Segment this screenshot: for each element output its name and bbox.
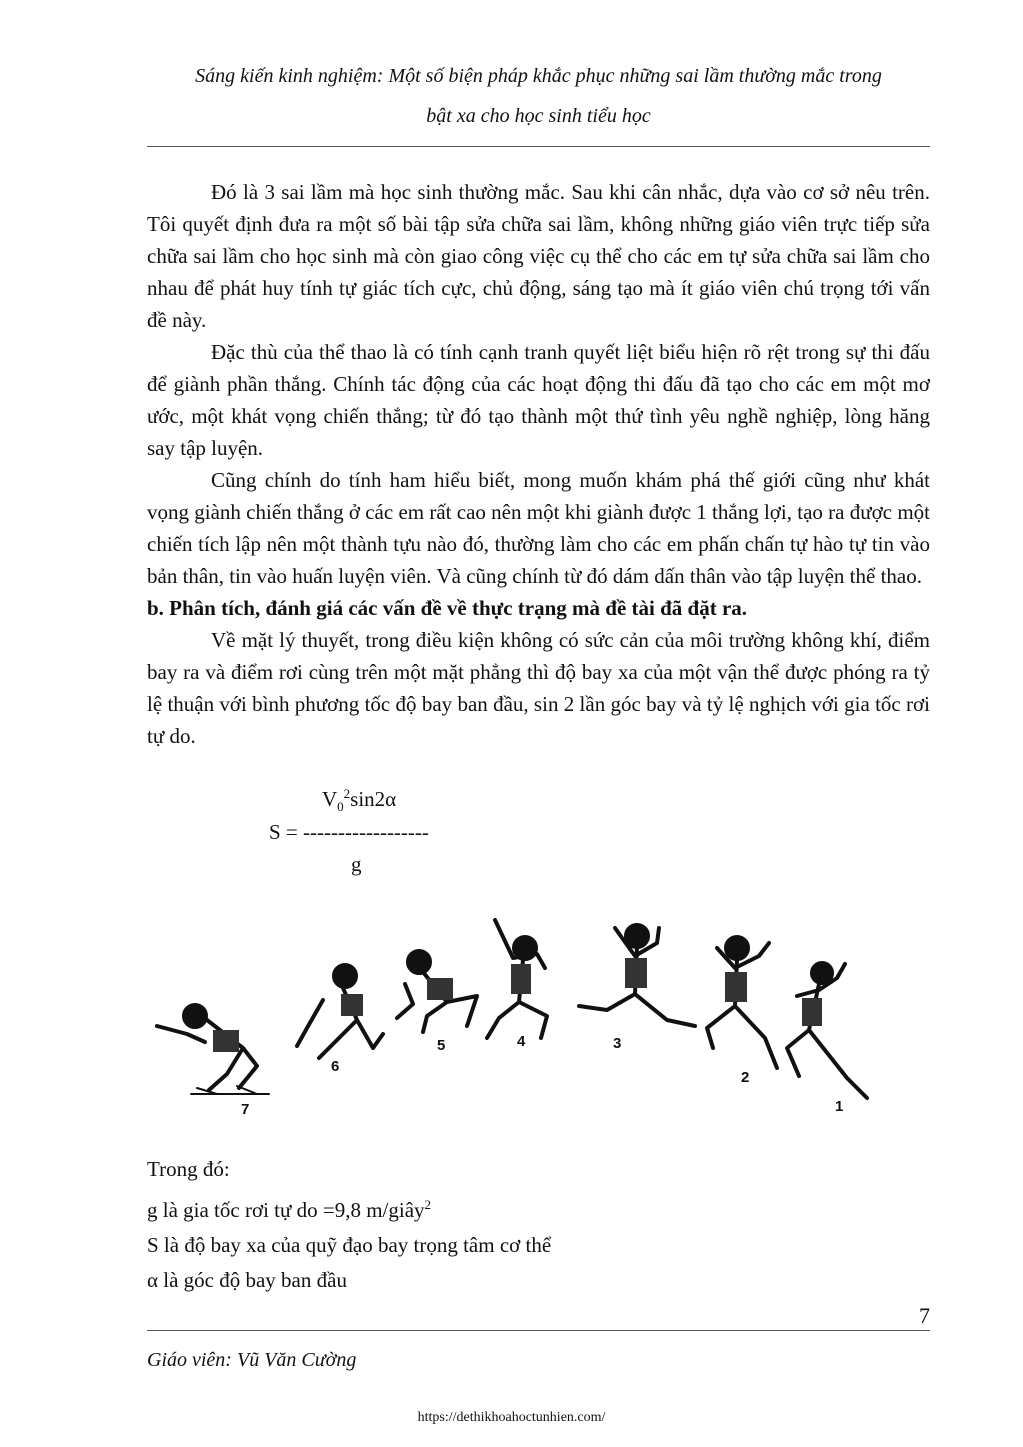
footer-author: Giáo viên: Vũ Văn Cường [147,1349,357,1371]
phase-label: 7 [241,1101,250,1118]
jumper-figure-1 [787,963,867,1098]
footer-url[interactable]: https://dethikhoahoctunhien.com/ [417,1410,606,1425]
phase-label: 5 [437,1037,446,1054]
paragraph: Đó là 3 sai lầm mà học sinh thường mắc. Sau khi cân nhắc, dựa vào cơ sở nêu trên. Tôi quyết định đưa ra một số bài tập sửa chữa sai lầm, không những giáo viên trực tiếp sửa chữa sai lầm cho học sinh mà còn giao công việc cụ thể cho các em tự sửa chữa sai lầm cho nhau để phát huy tính tự giác tích cực, chủ động, sáng tạo mà ít giáo viên chú trọng tới vấn đề này. [147,180,930,332]
header-title-line2: bật xa cho học sinh tiểu học [426,105,651,127]
legend-s: S là độ bay xa của quỹ đạo bay trọng tâm cơ thể [147,1233,552,1257]
body-text [147,176,930,752]
paragraph: Cũng chính do tính ham hiểu biết, mong muốn khám phá thế giới cũng như khát vọng giành chiến thắng ở các em rất cao nên một khi giành được 1 thắng lợi, tạo ra được một chiến tích lập nên một thành tựu nào đó, thường làm cho các em phấn chấn tự hào tự tin vào bản thân, tin vào huấn luyện viên. Và cũng chính từ đó dám dấn thân vào tập luyện thể thao. [147,468,930,588]
phase-label: 4 [517,1033,526,1050]
phase-label: 6 [331,1058,340,1075]
header-title-line1: Sáng kiến kinh nghiệm: Một số biện pháp khắc phục những sai lầm thường mắc trong [195,65,882,87]
phase-label: 1 [835,1098,844,1115]
jumper-figure-3 [579,925,695,1026]
long-jump-phases-illustration [147,898,897,1128]
paragraph: Đặc thù của thể thao là có tính cạnh tranh quyết liệt biểu hiện rõ rệt trong sự thi đấu để giành phần thắng. Chính tác động của các hoạt động thi đấu đã tạo cho các em một mơ ước, một khát vọng chiến thắng; từ đó tạo thành một thứ tình yêu nghề nghiệp, lòng hăng say tập luyện. [147,340,930,460]
page-header [147,56,930,136]
jumper-figure-7 [157,1005,269,1094]
page-number: 7 [919,1303,930,1328]
formula-legend [147,1152,930,1298]
jumper-figure-5 [397,951,477,1032]
formula-numerator: $V_0^2\sin 2\alpha$ [322,786,397,815]
formula-denominator: g [351,852,362,876]
legend-g: g là gia tốc rơi tự do =9,8 m/giây$^2$ [147,1197,432,1222]
jumper-figure-4 [487,920,547,1038]
formula-lhs: S = ------------------ [269,820,429,844]
section-heading: b. Phân tích, đánh giá các vấn đề về thực trạng mà đề tài đã đặt ra. [147,596,748,620]
legend-title: Trong đó: [147,1157,230,1181]
distance-formula [147,782,547,882]
footer-divider [147,1330,930,1331]
jumper-figure-6 [297,965,383,1058]
header-divider [147,146,930,147]
jumper-figure-2 [707,937,777,1068]
paragraph: Về mặt lý thuyết, trong điều kiện không có sức cản của môi trường không khí, điểm bay ra và điểm rơi cùng trên một mặt phẳng thì độ bay xa của một vận thể được phóng ra tỷ lệ thuận với bình phương tốc độ bay ban đầu, sin 2 lần góc bay và tỷ lệ nghịch với gia tốc rơi tự do. [147,628,930,748]
legend-alpha: α là góc độ bay ban đầu [147,1268,347,1292]
phase-label: 2 [741,1069,750,1086]
phase-label: 3 [613,1035,622,1052]
